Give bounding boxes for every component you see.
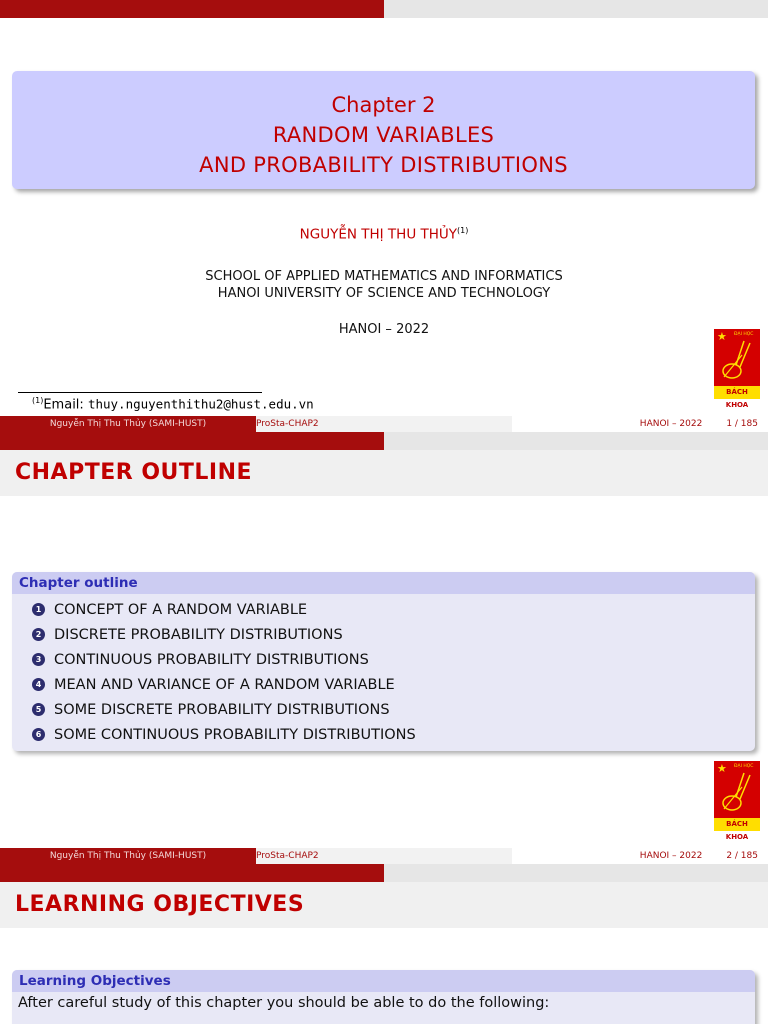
title-line-2: AND PROBABILITY DISTRIBUTIONS — [199, 153, 568, 177]
author-text: NGUYỄN THỊ THU THỦY — [299, 226, 458, 243]
place-date: HANOI – 2022 — [338, 322, 430, 337]
institute — [0, 268, 768, 302]
footer — [0, 848, 768, 864]
outline-item — [18, 622, 749, 647]
outline-item — [18, 722, 749, 747]
objectives-block — [12, 970, 755, 1024]
outline-slide — [0, 432, 768, 864]
outline-list — [12, 594, 755, 751]
footer-place-date: HANOI – 2022 — [639, 419, 703, 429]
outline-item-text: SOME CONTINUOUS PROBABILITY DISTRIBUTIONS — [54, 726, 416, 743]
outline-item-text: CONTINUOUS PROBABILITY DISTRIBUTIONS — [54, 651, 369, 668]
chapter-label: Chapter 2 — [331, 93, 436, 117]
footnote — [32, 396, 314, 412]
footer-author: Nguyễn Thị Thu Thủy (SAMI-HUST) — [0, 848, 256, 864]
top-bar — [0, 864, 768, 882]
author-footnote-marker: (1) — [457, 226, 469, 235]
footnote-marker: (1) — [32, 396, 44, 405]
university-logo — [714, 329, 760, 409]
outline-item — [18, 597, 749, 622]
objectives-slide — [0, 864, 768, 1024]
title-slide — [0, 0, 768, 432]
footer — [0, 416, 768, 432]
item-number-badge: 1 — [32, 603, 45, 616]
outline-block — [12, 572, 755, 751]
footer-place-date: HANOI – 2022 — [639, 851, 703, 861]
logo-top-text: ĐẠI HỌC — [734, 332, 754, 337]
outline-item-text: SOME DISCRETE PROBABILITY DISTRIBUTIONS — [54, 701, 390, 718]
footnote-rule — [18, 392, 262, 393]
university-logo — [714, 761, 760, 841]
outline-item — [18, 647, 749, 672]
top-bar — [0, 0, 768, 18]
footer-author: Nguyễn Thị Thu Thủy (SAMI-HUST) — [0, 416, 256, 432]
frame-title-bar — [0, 882, 768, 928]
title-box — [12, 71, 755, 189]
logo-top-text: ĐẠI HỌC — [734, 764, 754, 769]
item-number-badge: 4 — [32, 678, 45, 691]
footer-short-title — [256, 848, 512, 864]
footer-short-title-text: ProSta-CHAP2 — [256, 419, 319, 429]
title-line-1: RANDOM VARIABLES — [272, 123, 495, 147]
footnote-label: Email: — [43, 397, 88, 413]
outline-item — [18, 672, 749, 697]
page-number: 1 / 185 — [726, 419, 758, 429]
objectives-intro: After careful study of this chapter you should be able to do the following: — [18, 995, 550, 1011]
footer-right — [512, 848, 768, 864]
footer-short-title-text: ProSta-CHAP2 — [256, 851, 319, 861]
author-name — [0, 226, 768, 243]
outline-item-text: MEAN AND VARIANCE OF A RANDOM VARIABLE — [54, 676, 395, 693]
outline-item-text: DISCRETE PROBABILITY DISTRIBUTIONS — [54, 626, 343, 643]
outline-item-text: CONCEPT OF A RANDOM VARIABLE — [54, 601, 308, 618]
frame-title: LEARNING OBJECTIVES — [15, 892, 305, 917]
page-number: 2 / 185 — [726, 851, 758, 861]
top-bar — [0, 432, 768, 450]
institute-line-1: SCHOOL OF APPLIED MATHEMATICS AND INFORMATICS — [205, 269, 563, 284]
footer-right — [512, 416, 768, 432]
frame-title: CHAPTER OUTLINE — [15, 460, 253, 485]
item-number-badge: 6 — [32, 728, 45, 741]
star-icon: ★ — [717, 762, 727, 775]
star-icon: ★ — [717, 330, 727, 343]
item-number-badge: 3 — [32, 653, 45, 666]
logo-bottom-text: BÁCH KHOA — [714, 818, 760, 831]
item-number-badge: 5 — [32, 703, 45, 716]
outline-item — [18, 697, 749, 722]
block-title: Learning Objectives — [12, 970, 755, 992]
footer-short-title — [256, 416, 512, 432]
block-title: Chapter outline — [12, 572, 755, 594]
logo-bottom-text: BÁCH KHOA — [714, 386, 760, 399]
institute-line-2: HANOI UNIVERSITY OF SCIENCE AND TECHNOLOGY — [217, 286, 551, 301]
item-number-badge: 2 — [32, 628, 45, 641]
email-link[interactable]: thuy.nguyenthithu2@hust.edu.vn — [87, 396, 314, 412]
frame-title-bar — [0, 450, 768, 496]
